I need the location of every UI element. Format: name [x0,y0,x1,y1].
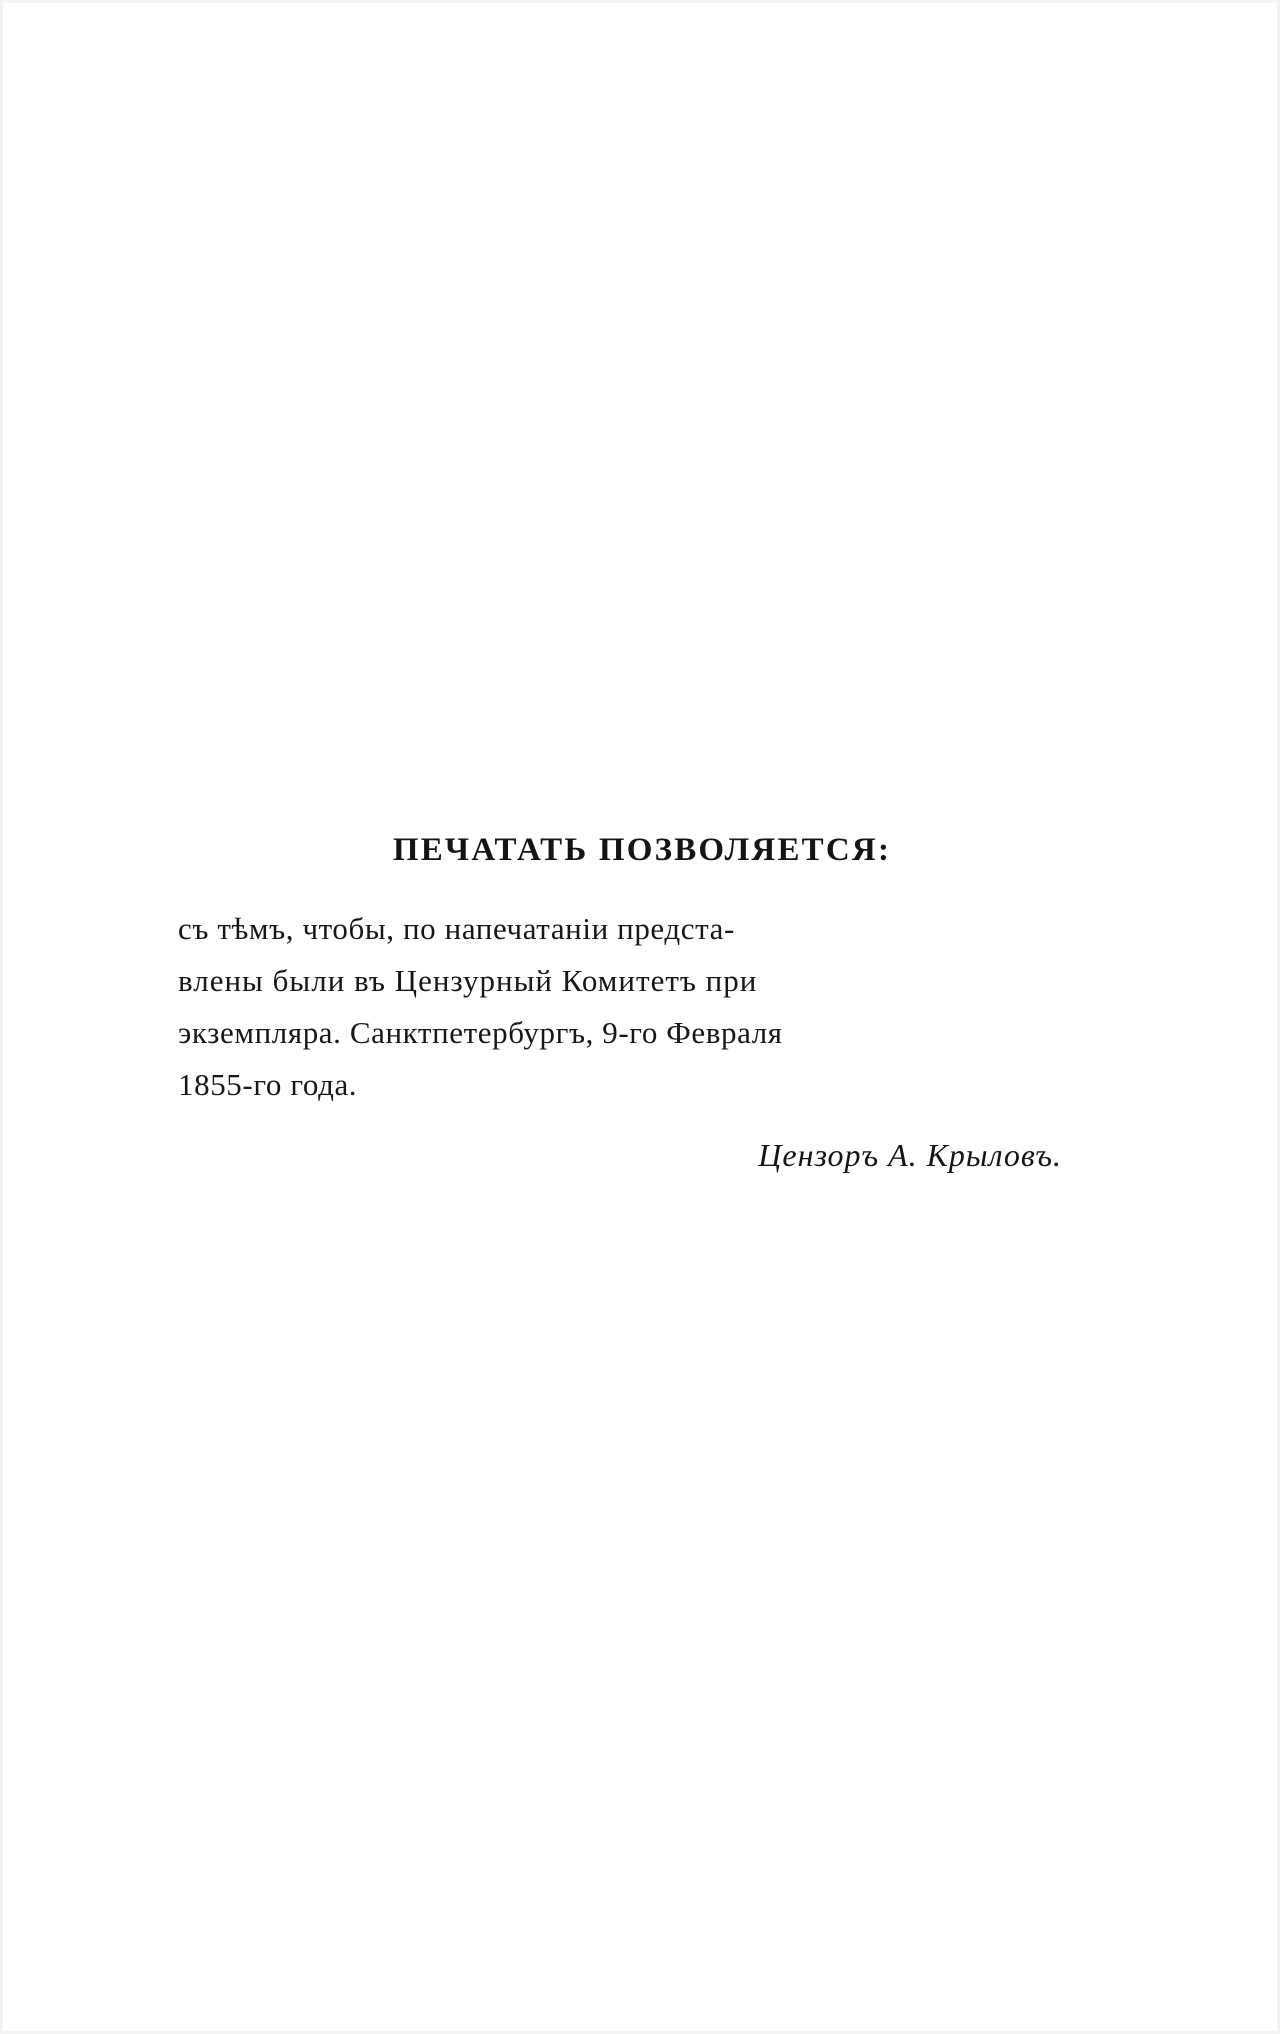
page-edge-top [0,0,1280,3]
censor-notice-line-2: влены были въ Цензурный Комитетъ при [178,963,758,998]
censor-notice-line-4: 1855-го года. [178,1067,358,1102]
censor-notice-line-1: съ тѣмъ, чтобы, по напечатаніи предста- [178,911,735,946]
censor-notice-line-3: экземпляра. Санктпетербургъ, 9-го Февраля [178,1015,783,1050]
censor-signature: Цензоръ А. Крыловъ. [758,1137,1062,1173]
page-edge-left [0,0,3,2034]
censorship-notice [178,832,1098,1174]
censor-notice-body [178,903,1098,1111]
censor-notice-heading: ПЕЧАТАТЬ ПОЗВОЛЯЕТСЯ: [392,832,892,868]
